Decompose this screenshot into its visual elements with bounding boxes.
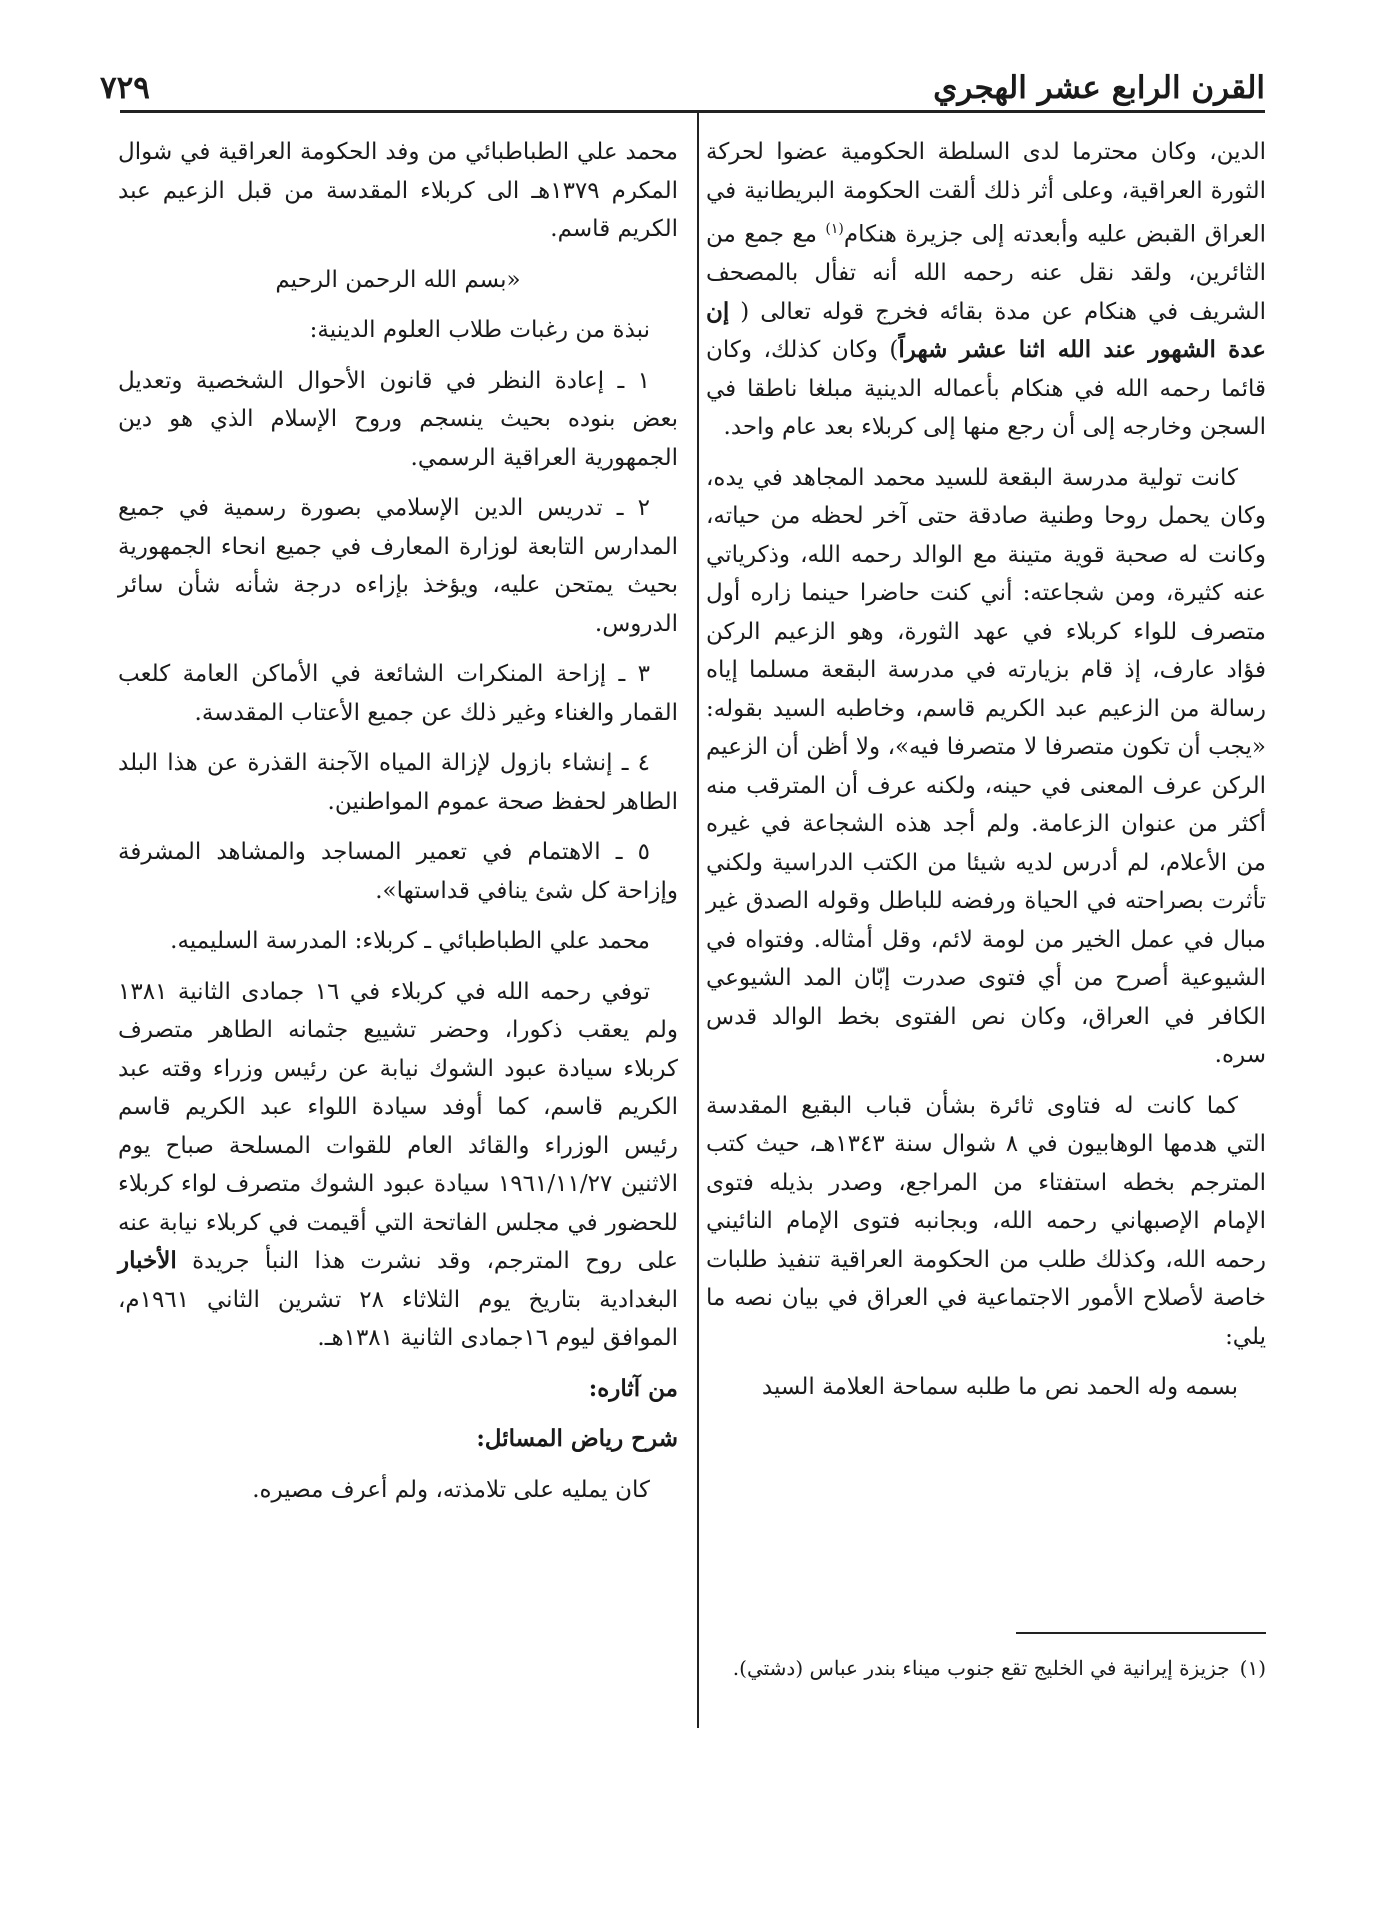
paragraph: محمد علي الطباطبائي من وفد الحكومة العراقية في شوال المكرم ١٣٧٩هـ الى كربلاء المقدسة من قبل الزعيم عبد الكريم قاسم. [118, 139, 678, 242]
left-column [118, 133, 678, 1521]
paragraph [118, 973, 678, 1358]
paragraph: كان يمليه على تلامذته، ولم أعرف مصيره. [252, 1476, 650, 1503]
paragraph: بسمه وله الحمد نص ما طلبه سماحة العلامة السيد [761, 1374, 1238, 1401]
list-item: ٤ ـ إنشاء بازول لإزالة المياه الآجنة القذرة عن هذا البلد الطاهر لحفظ صحة عموم المواطنين. [118, 750, 678, 815]
paragraph: كما كانت له فتاوى ثائرة بشأن قباب البقيع المقدسة التي هدمها الوهابيون في ٨ شوال سنة ١٣٤٣هـ، حيث كتب المترجم بخطه استفتاء من المراجع، وصدر بذيله فتوى الإمام الإصبهاني رحمه الله، وبجانبه فتوى الإمام النائيني رحمه الله، وكذلك طلب من الحكومة العراقية تنفيذ طلبات خاصة لأصلاح الأمور الاجتماعية في العراق في بيان نصه ما يلي: [706, 1092, 1266, 1350]
text: ) وكان كذلك، وكان قائما رحمه الله في هنكام بأعماله الدينية مبلغا ناطقا في السجن وخارجه إلى أن رجع منها إلى كربلاء بعد عام واحد. [706, 337, 1266, 441]
list-item: ٥ ـ الاهتمام في تعمير المساجد والمشاهد المشرفة وإزاحة كل شئ ينافي قداستها». [118, 839, 678, 904]
text: البغدادية بتاريخ يوم الثلاثاء ٢٨ تشرين الثاني ١٩٦١م، الموافق ليوم ١٦جمادى الثانية ١٣٨١هـ. [118, 1286, 678, 1351]
text: توفي رحمه الله في كربلاء في ١٦ جمادى الثانية ١٣٨١ ولم يعقب ذكورا، وحضر تشييع جثمانه الطاهر متصرف كربلاء سيادة عبود الشوك نيابة عن رئيس وزراء وقته عبد الكريم قاسم، كما أوفد سيادة اللواء عبد الكريم قاسم رئيس الوزراء والقائد العام للقوات المسلحة صباح يوم الاثنين ١٩٦١/١١/٢٧ سيادة عبود الشوك متصرف لواء كربلاء للحضور في مجلس الفاتحة التي أقيمت في كربلاء نيابة عنه على روح المترجم، وقد نشرت هذا النبأ جريدة [118, 978, 678, 1274]
newspaper-name: الأخبار [118, 1247, 177, 1274]
paragraph: كانت تولية مدرسة البقعة للسيد محمد المجاهد في يده، وكان يحمل روحا وطنية صادقة حتى آخر لحظه من حياته، وكانت له صحبة قوية متينة مع الوالد رحمه الله، وذكرياتي عنه كثيرة، ومن شجاعته: أني كنت حاضرا حينما زاره أول متصرف للواء كربلاء في عهد الثورة، وهو الزعيم الركن فؤاد عارف، إذ قام بزيارته في مدرسة البقعة مسلما إياه رسالة من الزعيم عبد الكريم قاسم، وخاطبه السيد بقوله: «يجب أن تكون متصرفا لا متصرفا فيه»، ولا أظن أن الزعيم الركن عرف المعنى في حينه، ولكنه عرف أن المترقب منه أكثر من عنوان الزعامة. ولم أجد هذه الشجاعة في غيره من الأعلام، لم أدرس لديه شيئا من الكتب الدراسية ولكني تأثرت بصراحته في الحياة ورفضه للباطل وقوله الصدق غير مبال في عمل الخير من لومة لائم، وقل أمثاله. وفتواه في الشيوعية أصرح من أي فتوى صدرت إبّان المد الشيوعي الكافر في العراق، وكان نص الفتوى بخط الوالد قدس سره. [706, 464, 1266, 1069]
signature: محمد علي الطباطبائي ـ كربلاء: المدرسة السليميه. [170, 928, 650, 954]
running-title: القرن الرابع عشر الهجري [933, 70, 1265, 106]
work-title: شرح رياض المسائل: [476, 1425, 678, 1452]
footnote-rule [1016, 1632, 1266, 1634]
footnote-number: (١) [1239, 1656, 1266, 1680]
list-intro: نبذة من رغبات طلاب العلوم الدينية: [309, 317, 650, 343]
list-item: ٣ ـ إزاحة المنكرات الشائعة في الأماكن العامة كلعب القمار والغناء وغير ذلك عن جميع الأعتاب المقدسة. [118, 661, 678, 726]
quran-quote: إن عدة الشهور عند الله اثنا عشر شهراً [706, 297, 1266, 364]
footnote [706, 1650, 1266, 1686]
section-heading: من آثاره: [588, 1374, 678, 1402]
text: مع جمع من الثائرين، ولقد نقل عنه رحمه الله أنه تفأل بالمصحف الشريف في هنكام عن مدة بقائه فخرج قوله تعالى ( [706, 221, 1266, 325]
list-item: ١ ـ إعادة النظر في قانون الأحوال الشخصية وتعديل بعض بنوده بحيث ينسجم وروح الإسلام الذي هو دين الجمهورية العراقية الرسمي. [118, 367, 678, 471]
right-column [706, 133, 1266, 1419]
text: الدين، وكان محترما لدى السلطة الحكومية عضوا لحركة الثورة العراقية، وعلى أثر ذلك ألقت الحكومة البريطانية في العراق القبض عليه وأبعدته إلى جزيرة هنكام [706, 139, 1267, 248]
basmala: «بسم الله الرحمن الرحيم [275, 266, 521, 293]
column-divider [697, 113, 699, 1728]
footnote-text: جزيزة إيرانية في الخليج تقع جنوب ميناء بندر عباس (دشتي). [732, 1656, 1230, 1680]
page-number: ٧٢٩ [100, 70, 150, 106]
list-item: ٢ ـ تدريس الدين الإسلامي بصورة رسمية في جميع المدارس التابعة لوزارة المعارف في جميع انحاء الجمهورية بحيث يمتحن عليه، ويؤخذ بإزاءه درجة شأنه شأن سائر الدروس. [118, 495, 678, 637]
paragraph [706, 133, 1266, 447]
header-rule [120, 110, 1265, 113]
footnote-reference: (١) [825, 221, 844, 237]
